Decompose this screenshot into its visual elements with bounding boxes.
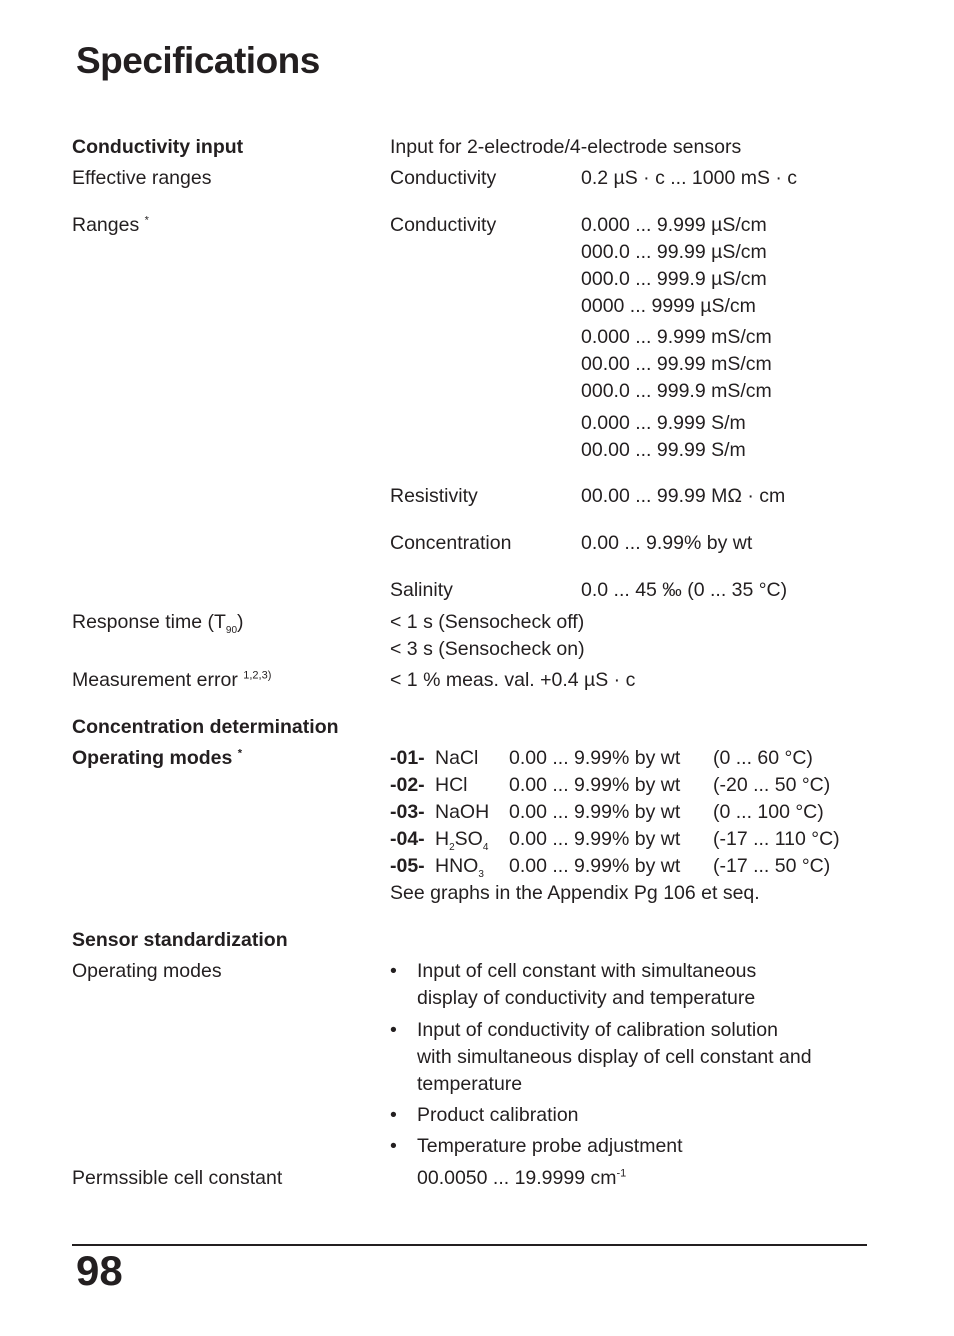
resistivity-label: Resistivity xyxy=(390,485,478,507)
measurement-error-label xyxy=(72,667,271,694)
concentration-modes-label-text: Operating modes xyxy=(72,747,233,769)
mode-temperature: (0 ... 60 °C) xyxy=(713,747,813,769)
response-time-label-end: ) xyxy=(237,611,244,633)
bullet-icon: • xyxy=(390,960,397,982)
footer-rule xyxy=(72,1244,867,1246)
range-value: 000.0 ... 99.99 µS/cm xyxy=(581,241,767,263)
range-value: 0.000 ... 9.999 S/m xyxy=(581,412,746,434)
effective-ranges-label: Effective ranges xyxy=(72,167,212,189)
bullet-icon: • xyxy=(390,1135,397,1157)
concentration-determination-heading: Concentration determination xyxy=(72,716,339,738)
mode-code: -02- xyxy=(390,774,425,796)
mode-temperature: (-17 ... 110 °C) xyxy=(713,828,840,850)
ranges-label-text: Ranges xyxy=(72,214,140,236)
range-value: 00.00 ... 99.99 mS/cm xyxy=(581,353,772,375)
effective-ranges-value: 0.2 µS · c ... 1000 mS · c xyxy=(581,167,798,189)
response-time-value: < 1 s (Sensocheck off) xyxy=(390,611,585,633)
list-item: display of conductivity and temperature xyxy=(417,987,756,1009)
cell-constant-value xyxy=(417,1165,626,1192)
list-item: with simultaneous display of cell constant and xyxy=(417,1046,812,1068)
list-item: Input of cell constant with simultaneous xyxy=(417,960,757,982)
bullet-icon: • xyxy=(390,1019,397,1041)
mode-range: 0.00 ... 9.99% by wt xyxy=(509,747,681,769)
list-item: Input of conductivity of calibration solution xyxy=(417,1019,778,1041)
salinity-value: 0.0 ... 45 ‰ (0 ... 35 °C) xyxy=(581,579,788,601)
mode-chemical xyxy=(435,853,484,880)
cell-constant-label: Permssible cell constant xyxy=(72,1167,283,1189)
mode-chemical xyxy=(435,826,488,853)
appendix-note: See graphs in the Appendix Pg 106 et seq. xyxy=(390,882,760,904)
cell-constant-value-text: 00.0050 ... 19.9999 cm xyxy=(417,1167,617,1189)
resistivity-value: 00.00 ... 99.99 MΩ · cm xyxy=(581,485,786,507)
concentration-modes-footnote-mark: * xyxy=(237,747,243,760)
mode-chemical: NaCl xyxy=(435,747,479,769)
conductivity-input-heading: Conductivity input xyxy=(72,136,244,158)
measurement-error-value: < 1 % meas. val. +0.4 µS · c xyxy=(390,669,636,691)
mode-range: 0.00 ... 9.99% by wt xyxy=(509,774,681,796)
measurement-error-label-text: Measurement error xyxy=(72,669,238,691)
response-time-value: < 3 s (Sensocheck on) xyxy=(390,638,585,660)
page-number: 98 xyxy=(76,1247,123,1294)
ranges-conductivity-label: Conductivity xyxy=(390,214,497,236)
mode-code: -04- xyxy=(390,828,425,850)
chem-part: H xyxy=(435,828,450,850)
range-value: 0000 ... 9999 µS/cm xyxy=(581,295,756,317)
range-value: 0.000 ... 9.999 µS/cm xyxy=(581,214,767,236)
chem-subscript: 3 xyxy=(478,868,484,880)
list-item: Product calibration xyxy=(417,1104,579,1126)
measurement-error-footnote-mark: 1,2,3) xyxy=(243,669,272,682)
response-time-label xyxy=(72,609,244,636)
range-value: 00.00 ... 99.99 S/m xyxy=(581,439,746,461)
mode-code: -05- xyxy=(390,855,425,877)
mode-range: 0.00 ... 9.99% by wt xyxy=(509,801,681,823)
ranges-label xyxy=(72,212,149,239)
concentration-value: 0.00 ... 9.99% by wt xyxy=(581,532,753,554)
mode-chemical: HCl xyxy=(435,774,468,796)
mode-range: 0.00 ... 9.99% by wt xyxy=(509,828,681,850)
chem-part: HNO xyxy=(435,855,479,877)
response-time-subscript: 90 xyxy=(225,624,238,636)
mode-temperature: (0 ... 100 °C) xyxy=(713,801,824,823)
response-time-label-text: Response time (T xyxy=(72,611,226,633)
bullet-icon: • xyxy=(390,1104,397,1126)
concentration-label: Concentration xyxy=(390,532,512,554)
list-item: temperature xyxy=(417,1073,523,1095)
range-value: 000.0 ... 999.9 mS/cm xyxy=(581,380,772,402)
mode-chemical: NaOH xyxy=(435,801,490,823)
mode-temperature: (-17 ... 50 °C) xyxy=(713,855,831,877)
effective-ranges-param: Conductivity xyxy=(390,167,497,189)
salinity-label: Salinity xyxy=(390,579,453,601)
chem-subscript: 2 xyxy=(449,841,455,853)
mode-code: -01- xyxy=(390,747,425,769)
standardization-modes-label: Operating modes xyxy=(72,960,222,982)
range-value: 000.0 ... 999.9 µS/cm xyxy=(581,268,767,290)
chem-part: SO xyxy=(454,828,483,850)
sensor-standardization-heading: Sensor standardization xyxy=(72,929,288,951)
cell-constant-superscript: -1 xyxy=(616,1167,627,1180)
page-title: Specifications xyxy=(76,40,320,81)
mode-temperature: (-20 ... 50 °C) xyxy=(713,774,831,796)
mode-range: 0.00 ... 9.99% by wt xyxy=(509,855,681,877)
ranges-footnote-mark: * xyxy=(144,214,149,227)
concentration-modes-label xyxy=(72,745,242,772)
mode-code: -03- xyxy=(390,801,425,823)
range-value: 0.000 ... 9.999 mS/cm xyxy=(581,326,772,348)
chem-subscript: 4 xyxy=(482,841,489,853)
conductivity-input-description: Input for 2-electrode/4-electrode sensors xyxy=(390,136,742,158)
list-item: Temperature probe adjustment xyxy=(417,1135,683,1157)
